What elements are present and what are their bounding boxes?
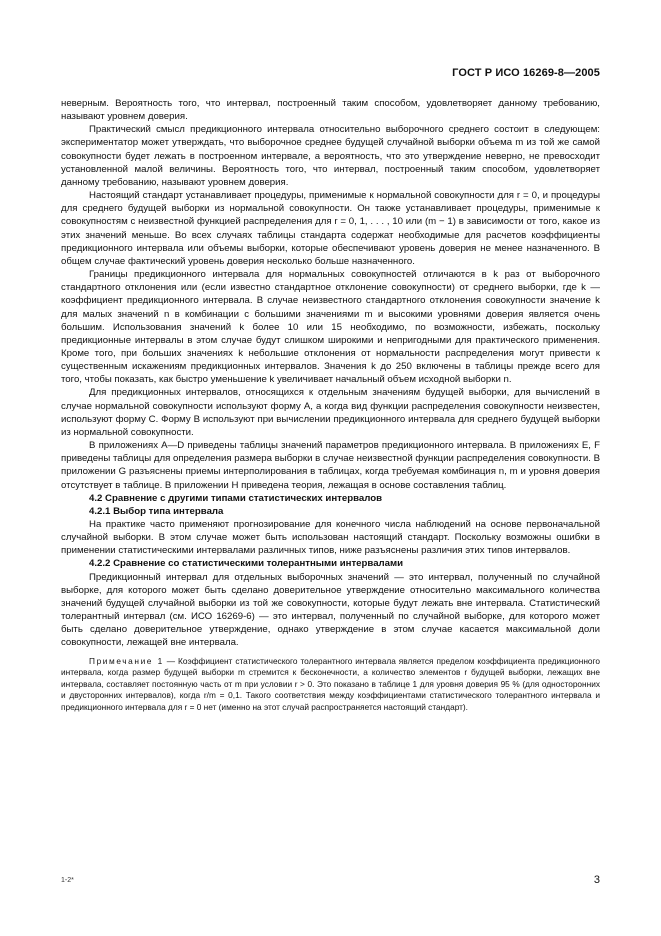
page-number: 3	[593, 874, 600, 886]
note	[61, 656, 600, 714]
note-text: — Коэффициент статистического толерантного интервала является пределом коэффициента предикционного интервала, когда размер будущей выборки m стремится к бесконечности, а количество элементов r будущей выборки, лежащих вне интервала, составляет постоянную часть от m при условии r > 0. Это показано в таблице 1 для уровня доверия 95 % (для односторонних и двусторонних интервалов), когда r/m = 0,1. Такого соответствия между коэффициентами статистического толерантного интервала и предикционного интервала для r = 0 нет (именно на этот случай распространяется настоящий стандарт).	[61, 655, 600, 712]
paragraph: На практике часто применяют прогнозирование для конечного числа наблюдений на основе первоначальной случайной выборки. В этом случае может быть использован настоящий стандарт. Поскольку возможны ошибки в применении статистическими интервалами различных типов, ниже разъяснены различия этих типов интервалов.	[61, 519, 600, 557]
subsection-heading: 4.2.2 Сравнение со статистическими толерантными интервалами	[89, 558, 404, 570]
paragraph: Для предикционных интервалов, относящихся к отдельным значениям будущей выборки, для вычислений в случае нормальной совокупности используют форму А, а когда вид функции распределения совокупности неизвестен, используют форму С. Форму В используют при вычислении предикционного интервала для среднего будущей выборки из нормальной совокупности.	[61, 387, 600, 438]
paragraph: Границы предикционного интервала для нормальных совокупностей отличаются в k раз от выборочного стандартного отклонения или (если известно стандартное отклонение совокупности) от среднего выборки, где k — коэффициент предикционного интервала. В случае неизвестного стандартного отклонения совокупности значение k для малых значений n в комбинации с большими значениями m и высокими уровнями доверия является очень большим. Использования значений k более 10 или 15 необходимо, по возможности, избежать, поскольку предикционные интервалы в этом случае будут слишком широкими и непригодными для практического применения. Кроме того, при больших значениях k небольшие отклонения от нормальности распределения могут привести к существенным искажениям предикционных интервалов. Значения k до 250 включены в таблицы прежде всего для того, чтобы показать, как быстро уменьшение k увеличивает начальный объем исходной выборки n.	[61, 269, 600, 386]
paragraph: Предикционный интервал для отдельных выборочных значений — это интервал, полученный по случайной выборке, для которого может быть сделано доверительное утверждение относительно максимального количества значений будущей случайной выборки из той же совокупности, которые будут лежать вне интервала. Статистический толерантный интервал (см. ИСО 16269-6) — это интервал, полученный по случайной выборке, для которого может быть сделано доверительное утверждение, однако утверждение в этом случае касается максимальной доли совокупности, лежащей вне интервала.	[61, 571, 600, 649]
section-heading: 4.2 Сравнение с другими типами статистических интервалов	[89, 492, 383, 504]
note-label: Примечание 1	[89, 655, 164, 666]
subsection-heading: 4.2.1 Выбор типа интервала	[89, 505, 224, 517]
paragraph: Практический смысл предикционного интервала относительно выборочного среднего состоит в следующем: экспериментатор может утверждать, что выборочное среднее будущей случайной выборки объема m из той же самой совокупности будет лежать в построенном интервале, а вероятность, что это утверждение неверно, не превосходит установленной малой величины. Вероятность того, что интервал, построенный таким способом, удовлетворяет данному требованию, называют уровнем доверия.	[61, 124, 600, 188]
paragraph: Настоящий стандарт устанавливает процедуры, применимые к нормальной совокупности для r = 0, и процедуры для среднего будущей выборки из нормальной совокупности. Он также устанавливает процедуры, применимые к совокупностям с неизвестной функцией распределения для r = 0, 1, . . . , 10 или (m − 1) в зависимости от того, какое из этих значений меньше. Во всех случаях таблицы стандарта содержат необходимые для расчетов коэффициенты предикционного интервала или объемы выборки, которые обеспечивают уровень доверия не менее назначенного. В общем случае фактический уровень доверия несколько больше назначенного.	[61, 190, 600, 267]
sheet-mark: 1-2*	[61, 877, 74, 884]
paragraph: неверным. Вероятность того, что интервал, построенный таким способом, удовлетворяет данному требованию, называют уровнем доверия.	[61, 98, 600, 123]
paragraph: В приложениях А—D приведены таблицы значений параметров предикционного интервала. В приложениях Е, F приведены таблицы для определения размера выборки в случае неизвестной функции распределения совокупности. В приложении G разъяснены приемы интерполирования в таблицах, когда требуемая комбинация n, m и уровня доверия отсутствует в таблице. В приложении Н приведена теория, лежащая в основе составления таблиц.	[61, 440, 600, 491]
document-code-header: ГОСТ Р ИСО 16269-8—2005	[452, 67, 600, 79]
document-body	[61, 97, 600, 713]
